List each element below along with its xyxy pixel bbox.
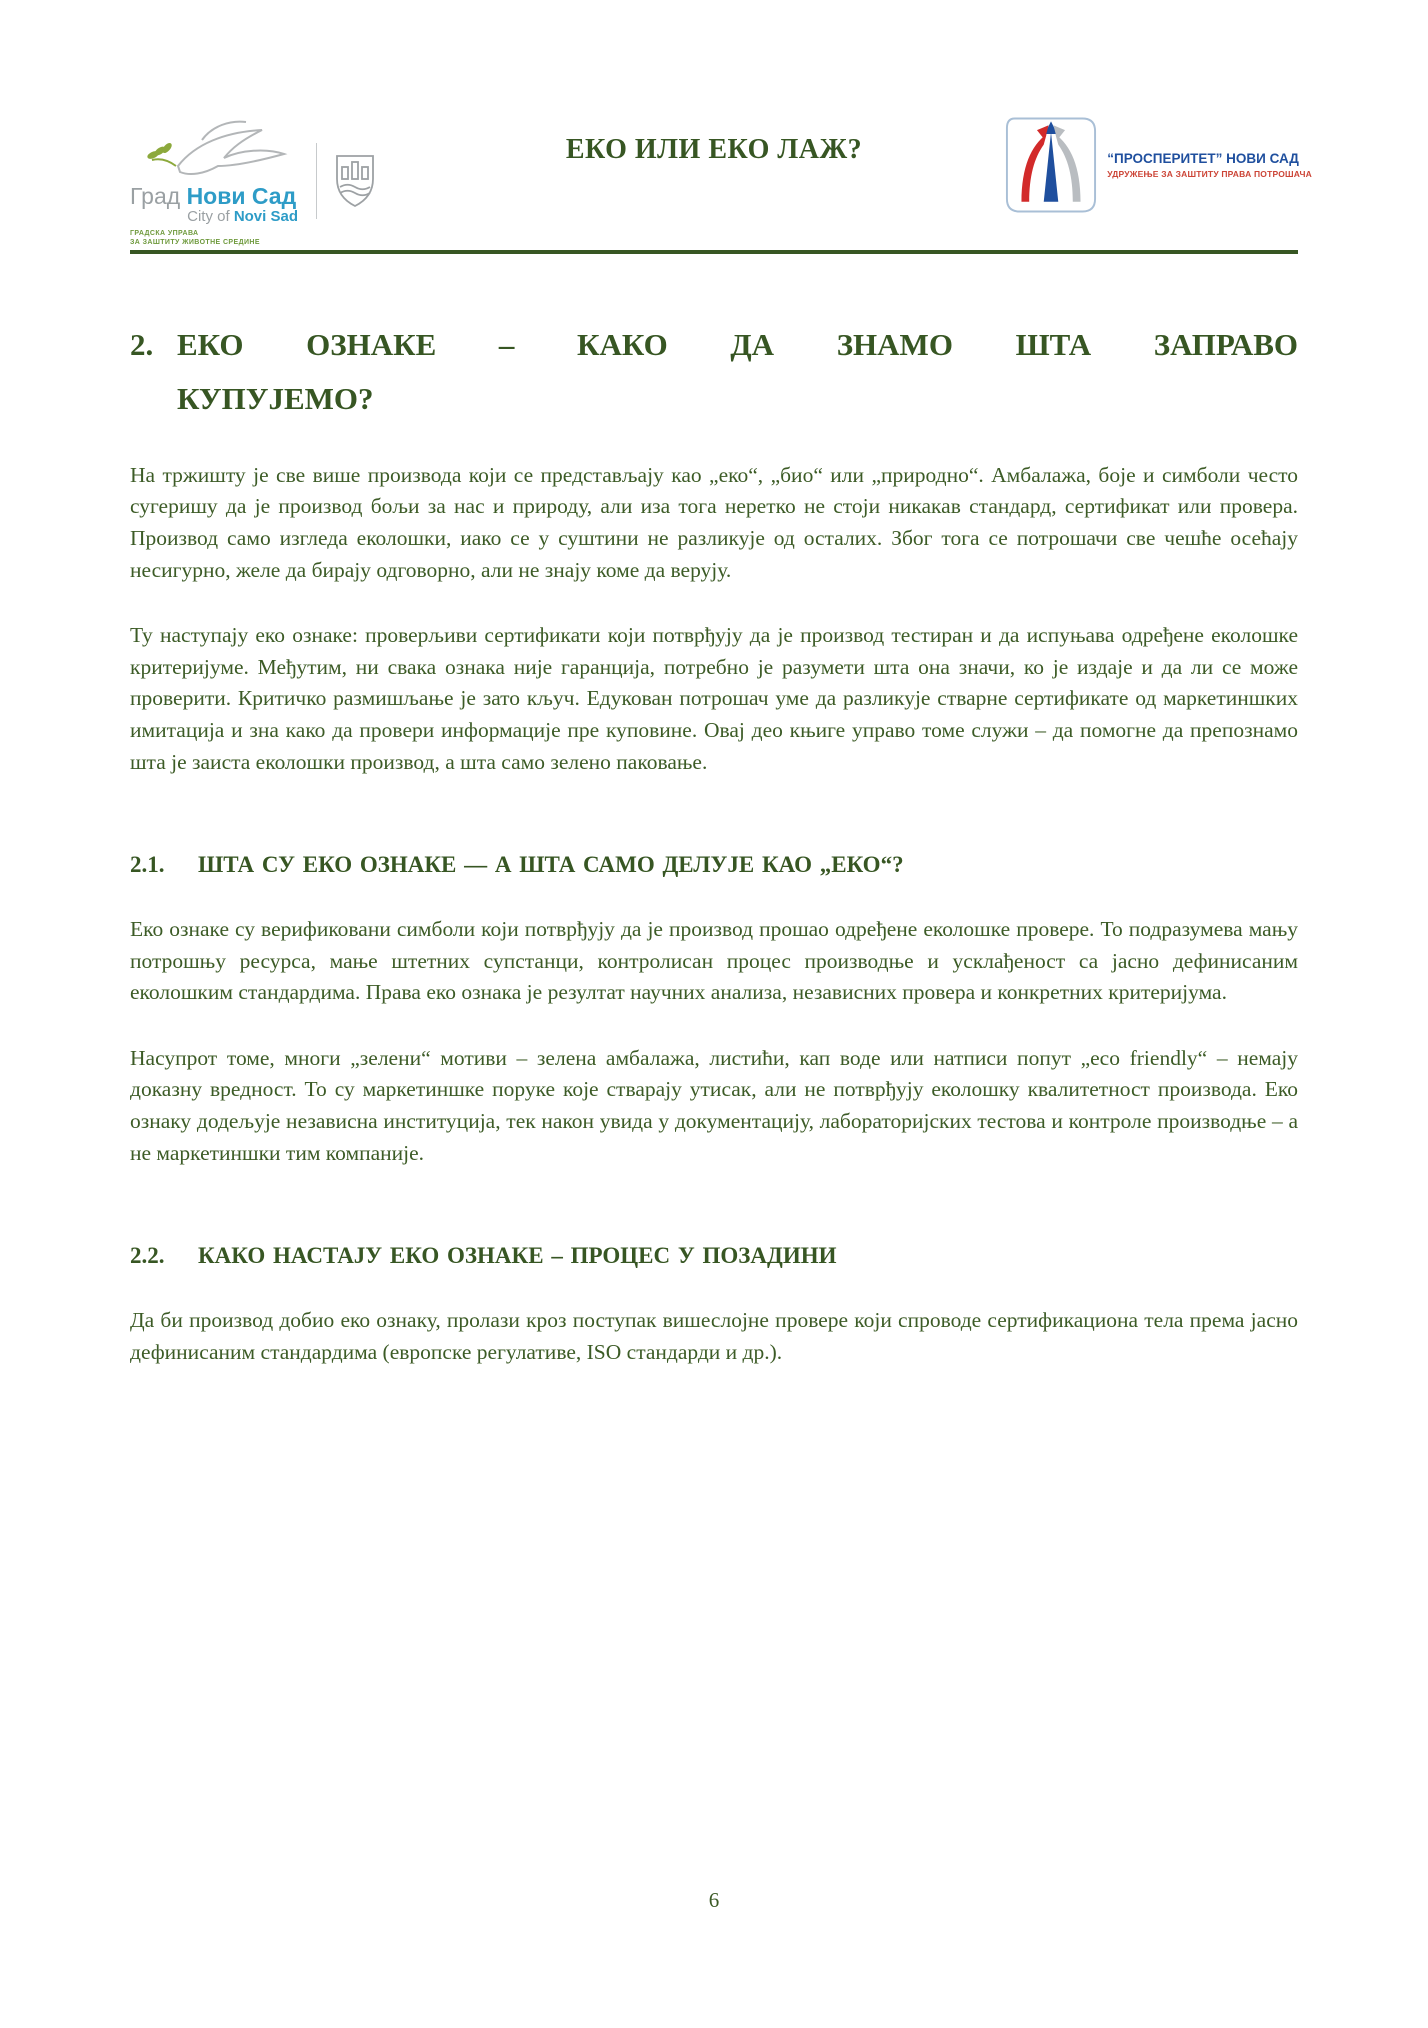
paragraph: Ту наступају еко ознаке: проверљиви сертификати који потврђују да је производ тестиран и да испуњава одређене еколошке критеријуме. Међутим, ни свака ознака није гаранција, потребно је разумети шта она значи, ко је издаје и да ли се може проверити. Критичко размишљање је зато кључ. Едукован потрошач уме да разликује стварне сертификате од маркетиншких имитација и зна како да провери информације пре куповине. Овај део књиге управо томе служи – да помогне да препознамо шта је заиста еколошки производ, а шта само зелено паковање. xyxy=(130,623,1298,774)
document-title: ЕКО ИЛИ ЕКО ЛАЖ? xyxy=(565,134,863,165)
section-2-2-heading xyxy=(130,1241,1298,1271)
section-2-title: ЕКО ОЗНАКЕ – КАКО ДА ЗНАМО ШТА ЗАПРАВО КУПУЈЕМО? xyxy=(177,327,1298,416)
prosperitet-subtitle: УДРУЖЕЊЕ ЗА ЗАШТИТУ ПРАВА ПОТРОШАЧА xyxy=(1107,169,1312,179)
section-2-1-number: 2.1. xyxy=(130,852,165,878)
city-name-english xyxy=(130,208,300,225)
page-footer xyxy=(0,1888,1428,1913)
document-body xyxy=(130,318,1298,1368)
city-crest-icon xyxy=(333,152,377,210)
header-rule xyxy=(130,250,1298,254)
prosperitet-arrows-icon xyxy=(1005,116,1097,214)
logo-divider xyxy=(316,143,317,219)
section-2-1-title: ШТА СУ ЕКО ОЗНАКЕ — А ШТА САМО ДЕЛУЈЕ КАО „ЕКО“? xyxy=(198,852,904,878)
paragraph: Еко ознаке су верификовани симболи који потврђују да је производ прошао одређене еколошке провере. То подразумева мању потрошњу ресурса, мање штетних супстанци, контролисан процес производње и усклађеност са јасно дефинисаним еколошким стандардима. Права еко ознака је резултат научних анализа, независних провера и конкретних критеријума. xyxy=(130,917,1298,1005)
section-2-heading xyxy=(130,318,1298,426)
city-name-grad: Град xyxy=(130,183,181,209)
prosperitet-name: “ПРОСПЕРИТЕТ” НОВИ САД xyxy=(1107,151,1299,166)
city-name-novi-sad-en: Novi Sad xyxy=(233,208,298,225)
section-2-2-number: 2.2. xyxy=(130,1243,165,1269)
novi-sad-logo-text-block xyxy=(130,114,300,247)
city-department-label: ГРАДСКА УПРАВА ЗА ЗАШТИТУ ЖИВОТНЕ СРЕДИНЕ xyxy=(130,230,260,246)
city-name-serbian xyxy=(130,184,300,208)
paragraph: На тржишту је све више производа који се представљају као „еко“, „био“ или „природно“. Амбалажа, боје и симболи често сугеришу да је производ бољи за нас и природу, али иза тога неретко не стоји никакав стандард, сертификат или провера. Производ само изгледа еколошки, иако се у суштини не разликује од осталих. Због тога се потрошачи све чешће осећају несигурно, желе да бирају одговорно, али не знају коме да верују. xyxy=(130,462,1298,582)
novi-sad-logo xyxy=(130,114,377,247)
paragraph: Да би производ добио еко ознаку, пролази кроз поступак вишеслојне провере који спроводе сертификациона тела према јасно дефинисаним стандардима (европске регулативе, ISO стандарди и др.). xyxy=(130,1308,1298,1364)
section-2-2-title: КАКО НАСТАЈУ ЕКО ОЗНАКЕ – ПРОЦЕС У ПОЗАДИНИ xyxy=(198,1243,837,1269)
city-name-novi-sad: Нови Сад xyxy=(186,183,297,209)
city-name-city-of: City of xyxy=(187,208,230,225)
prosperitet-text-block xyxy=(1107,151,1312,179)
prosperitet-logo xyxy=(1005,116,1312,214)
dove-icon xyxy=(140,114,300,190)
page-number: 6 xyxy=(708,1888,720,1912)
paragraph: Насупрот томе, многи „зелени“ мотиви – зелена амбалажа, листићи, кап воде или натписи попут „eco friendly“ – немају доказну вредност. То су маркетиншке поруке које стварају утисак, али не потврђују еколошку квалитетност производа. Еко ознаку додељује независна институција, тек након увида у документацију, лабораторијских тестова и контроле производње – а не маркетиншки тим компаније. xyxy=(130,1045,1298,1165)
section-2-1-heading xyxy=(130,850,1298,880)
page-header xyxy=(130,118,1312,250)
section-2-number: 2. xyxy=(130,327,154,362)
